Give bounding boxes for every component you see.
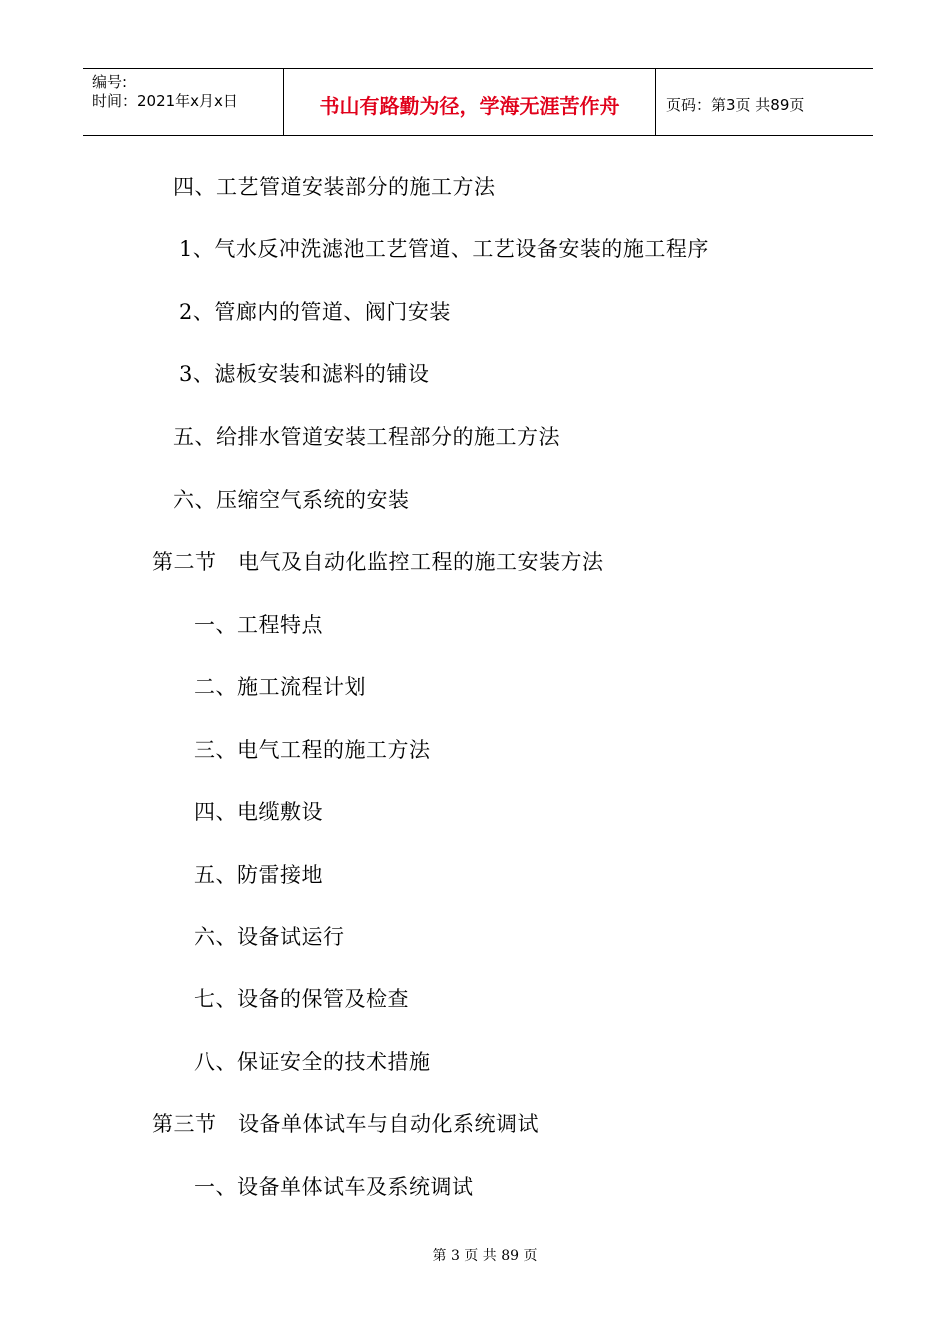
header-meta — [83, 69, 284, 135]
toc-item: 3、滤板安装和滤料的铺设 — [179, 362, 430, 386]
header-motto: 书山有路勤为径，学海无涯苦作舟 — [284, 69, 656, 135]
toc-item: 一、工程特点 — [194, 613, 323, 637]
page-footer: 第 3 页 共 89 页 — [432, 1248, 538, 1264]
toc-item: 六、设备试运行 — [194, 925, 345, 949]
toc-item: 2、管廊内的管道、阀门安装 — [179, 300, 451, 324]
toc-item: 五、防雷接地 — [194, 863, 323, 887]
page-header — [83, 68, 873, 136]
toc-item: 1、气水反冲洗滤池工艺管道、工艺设备安装的施工程序 — [179, 237, 709, 261]
toc-item: 六、压缩空气系统的安装 — [173, 488, 410, 512]
toc-item: 四、电缆敷设 — [194, 800, 323, 824]
toc-item: 三、电气工程的施工方法 — [194, 738, 431, 762]
toc-item: 四、工艺管道安装部分的施工方法 — [173, 175, 496, 199]
time-label: 时间：2021年x月x日 — [92, 92, 238, 110]
toc-item: 七、设备的保管及检查 — [194, 987, 409, 1011]
toc-section-heading: 第三节 设备单体试车与自动化系统调试 — [152, 1112, 539, 1136]
number-label: 编号: — [92, 73, 128, 91]
toc-item: 一、设备单体试车及系统调试 — [194, 1175, 474, 1199]
toc-item: 二、施工流程计划 — [194, 675, 366, 699]
toc-section-heading: 第二节 电气及自动化监控工程的施工安装方法 — [152, 550, 604, 574]
header-page-label: 页码：第3页 共89页 — [666, 95, 805, 114]
toc-item: 八、保证安全的技术措施 — [194, 1050, 431, 1074]
toc-item: 五、给排水管道安装工程部分的施工方法 — [173, 425, 560, 449]
